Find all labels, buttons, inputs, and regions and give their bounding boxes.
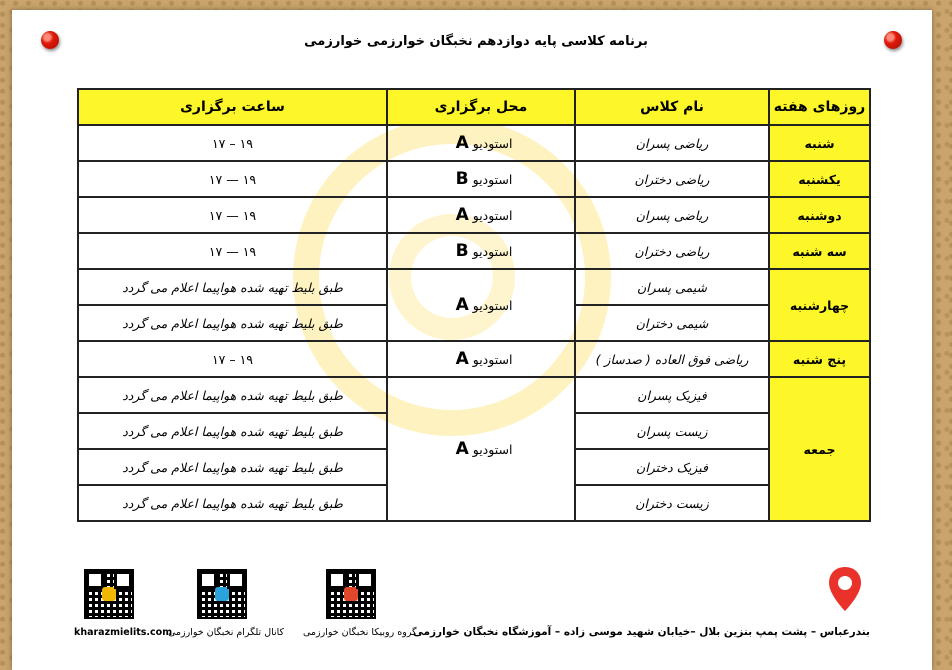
header-class-name: نام کلاس [575, 89, 769, 125]
class-cell: زیست دختران [575, 485, 769, 521]
time-cell: طبق بلیط تهیه شده هواپیما اعلام می گردد [78, 485, 387, 521]
day-cell: جمعه [769, 377, 870, 521]
table-row [78, 377, 870, 413]
time-cell: ۱۹ – ۱۷ [78, 341, 387, 377]
venue-code: A [455, 349, 469, 369]
venue-label: استودیو [472, 208, 513, 223]
header-days: روزهای هفته [769, 89, 870, 125]
table-row [78, 269, 870, 305]
time-cell: طبق بلیط تهیه شده هواپیما اعلام می گردد [78, 377, 387, 413]
day-cell: چهارشنبه [769, 269, 870, 341]
venue-cell [387, 377, 575, 521]
venue-cell [387, 161, 575, 197]
qr-code-icon[interactable] [328, 571, 374, 617]
venue-label: استودیو [472, 136, 513, 151]
website-link[interactable]: kharazmielits.com [74, 627, 173, 638]
class-cell: ریاضی پسران [575, 197, 769, 233]
venue-label: استودیو [472, 352, 513, 367]
venue-label: استودیو [472, 244, 513, 259]
day-cell: دوشنبه [769, 197, 870, 233]
venue-cell [387, 197, 575, 233]
venue-code: A [455, 439, 469, 459]
class-cell: فیزیک پسران [575, 377, 769, 413]
venue-code: B [455, 169, 469, 189]
telegram-channel-label: کانال تلگرام نخبگان خوارزمی [168, 627, 285, 638]
schedule-table [77, 88, 871, 522]
class-cell: ریاضی فوق العاده ( صدساز ) [575, 341, 769, 377]
class-cell: ریاضی دختران [575, 233, 769, 269]
address-text: بندرعباس – پشت پمپ بنزین بلال –خیابان شهید موسی زاده – آموزشگاه نخبگان خوارزمی [412, 626, 870, 638]
class-cell: ریاضی دختران [575, 161, 769, 197]
class-cell: زیست پسران [575, 413, 769, 449]
venue-code: A [455, 295, 469, 315]
venue-cell [387, 233, 575, 269]
day-cell: سه شنبه [769, 233, 870, 269]
venue-label: استودیو [472, 442, 513, 457]
time-cell: ۱۹ — ۱۷ [78, 233, 387, 269]
venue-cell [387, 341, 575, 377]
table-row [78, 233, 870, 269]
qr-code-icon[interactable] [199, 571, 245, 617]
day-cell: شنبه [769, 125, 870, 161]
footer [0, 560, 952, 670]
table-row [78, 161, 870, 197]
day-cell: یکشنبه [769, 161, 870, 197]
day-cell: پنج شنبه [769, 341, 870, 377]
rubika-group-label: گروه روبیکا نخبگان خوارزمی [303, 627, 417, 638]
time-cell: طبق بلیط تهیه شده هواپیما اعلام می گردد [78, 449, 387, 485]
time-cell: طبق بلیط تهیه شده هواپیما اعلام می گردد [78, 305, 387, 341]
time-cell: ۱۹ – ۱۷ [78, 125, 387, 161]
venue-cell [387, 125, 575, 161]
location-pin-icon [826, 565, 864, 613]
time-cell: ۱۹ — ۱۷ [78, 161, 387, 197]
class-cell: ریاضی پسران [575, 125, 769, 161]
table-row [78, 197, 870, 233]
class-cell: شیمی پسران [575, 269, 769, 305]
header-venue: محل برگزاری [387, 89, 575, 125]
venue-label: استودیو [472, 172, 513, 187]
time-cell: طبق بلیط تهیه شده هواپیما اعلام می گردد [78, 269, 387, 305]
venue-cell [387, 269, 575, 341]
table-row [78, 125, 870, 161]
venue-code: A [455, 205, 469, 225]
time-cell: ۱۹ — ۱۷ [78, 197, 387, 233]
class-cell: شیمی دختران [575, 305, 769, 341]
table-row [78, 341, 870, 377]
page-title: برنامه کلاسی پایه دوازدهم نخبگان خوارزمی خوارزمی [304, 34, 648, 49]
class-cell: فیزیک دختران [575, 449, 769, 485]
qr-code-icon[interactable] [86, 571, 132, 617]
time-cell: طبق بلیط تهیه شده هواپیما اعلام می گردد [78, 413, 387, 449]
venue-code: B [455, 241, 469, 261]
header-time: ساعت برگزاری [78, 89, 387, 125]
table-header-row [78, 89, 870, 125]
venue-label: استودیو [472, 298, 513, 313]
venue-code: A [455, 133, 469, 153]
